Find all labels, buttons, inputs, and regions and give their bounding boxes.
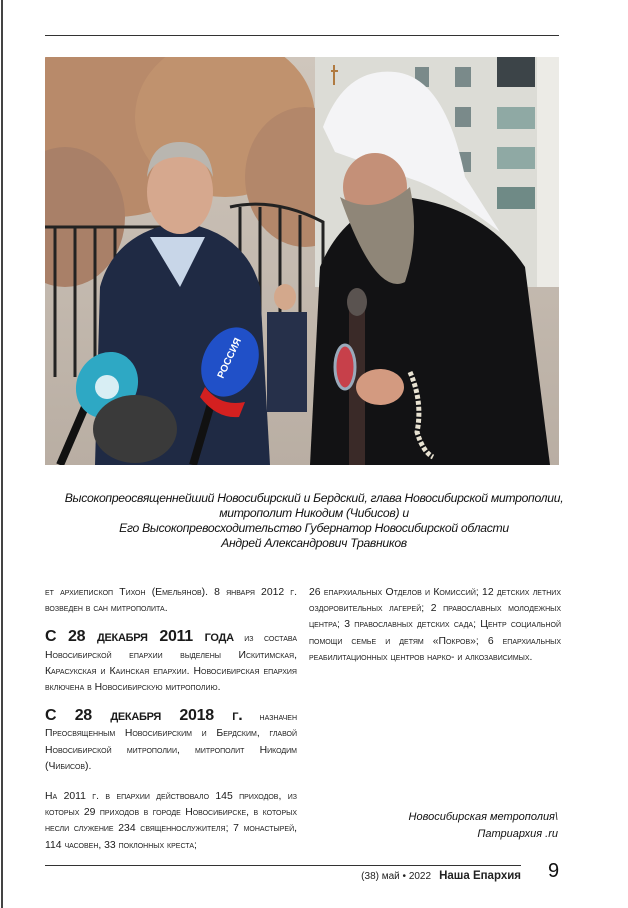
- article-photo: [45, 57, 559, 465]
- microphone-label: РОССИЯ: [215, 336, 244, 381]
- paragraph-lead-date: С 28 декабря 2011 года: [45, 628, 234, 646]
- article-column-left: [45, 585, 297, 864]
- photo-illustration: [45, 57, 559, 465]
- page-left-border: [1, 0, 3, 908]
- magazine-title: Наша Епархия: [439, 870, 521, 882]
- photo-caption: [30, 491, 598, 551]
- paragraph-lead-date: С 28 декабря 2018 г.: [45, 707, 243, 725]
- page-footer: [361, 870, 521, 882]
- article-column-right: [309, 585, 561, 676]
- caption-line: Высокопреосвященнейший Новосибирский и Бердский, глава Новосибирской митрополии,: [64, 491, 564, 505]
- paragraph: [45, 629, 297, 696]
- page-number: 9: [548, 860, 560, 882]
- source-line: Новосибирская метрополия\: [408, 811, 558, 823]
- photo-source: [409, 809, 558, 843]
- caption-line: митрополит Никодим (Чибисов) и: [219, 506, 409, 520]
- paragraph-text: назначен Преосвященным Новосибирским и Бердским, главой Новосибирской митрополии, митрополит Никодим (Чибисов).: [45, 712, 297, 772]
- paragraph-text: из состава Новосибирской епархии выделены Искитимская, Карасукская и Каинская епархии. Новосибирская епархия включена в Новосибирскую митрополию.: [45, 633, 297, 694]
- caption-line: Андрей Александрович Травников: [221, 536, 407, 550]
- paragraph: На 2011 г. в епархии действовало 145 приходов, из которых 29 приходов в городе Новосибирске, в которых несли служение 234 священнослужителя; 7 монастырей, 114 часовен, 33 поклонных креста;: [45, 791, 297, 851]
- caption-line: Его Высокопревосходительство Губернатор Новосибирской области: [119, 521, 509, 535]
- source-line: Патриархия .ru: [477, 828, 558, 840]
- top-rule: [45, 35, 559, 36]
- paragraph: 26 епархиальных Отделов и Комиссий; 12 детских летних оздоровительных лагерей; 2 православных молодежных центра; 3 православных детских сада; Центр социальной помощи семье и детям «Покров»; 6 епархиальных реабилитационных центров нарко- и алкозависимых.: [309, 587, 561, 663]
- footer-rule: [45, 865, 521, 866]
- paragraph: ет архиепископ Тихон (Емельянов). 8 января 2012 г. возведен в сан митрополита.: [45, 587, 297, 615]
- issue-info: (38) май • 2022: [361, 871, 432, 882]
- paragraph: [45, 708, 297, 775]
